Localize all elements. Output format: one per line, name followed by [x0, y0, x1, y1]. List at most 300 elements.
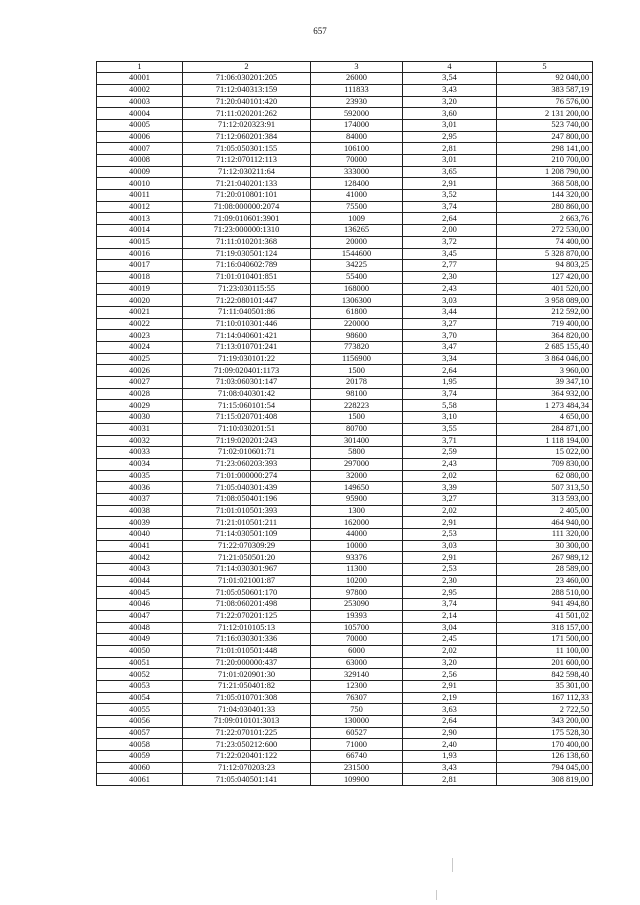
- value-cell: 74 400,00: [497, 236, 593, 248]
- coefficient-cell: 3,27: [403, 493, 497, 505]
- cadastral-number-cell: 71:12:060201:384: [183, 131, 311, 143]
- cadastral-number-cell: 71:13:010701:241: [183, 342, 311, 354]
- area-cell: 109900: [311, 774, 403, 786]
- cadastral-number-cell: 71:01:010501:448: [183, 645, 311, 657]
- value-cell: 127 420,00: [497, 271, 593, 283]
- row-id-cell: 40026: [97, 365, 183, 377]
- row-id-cell: 40014: [97, 225, 183, 237]
- cadastral-number-cell: 71:08:040301:42: [183, 388, 311, 400]
- table-row: [97, 552, 593, 564]
- cadastral-number-cell: 71:04:030401:33: [183, 704, 311, 716]
- cadastral-number-cell: 71:22:020401:122: [183, 751, 311, 763]
- area-cell: 60527: [311, 727, 403, 739]
- row-id-cell: 40060: [97, 762, 183, 774]
- area-cell: 106100: [311, 143, 403, 155]
- value-cell: 92 040,00: [497, 73, 593, 85]
- table-row: [97, 739, 593, 751]
- table-row: [97, 610, 593, 622]
- cadastral-number-cell: 71:12:010105:13: [183, 622, 311, 634]
- coefficient-cell: 3,45: [403, 248, 497, 260]
- row-id-cell: 40057: [97, 727, 183, 739]
- table-row: [97, 178, 593, 190]
- area-cell: 128400: [311, 178, 403, 190]
- area-cell: 95900: [311, 493, 403, 505]
- cadastral-number-cell: 71:01:020901:30: [183, 669, 311, 681]
- header-row: [97, 62, 593, 73]
- cadastral-number-cell: 71:11:020201:262: [183, 108, 311, 120]
- area-cell: 10200: [311, 575, 403, 587]
- cadastral-number-cell: 71:20:040101:420: [183, 96, 311, 108]
- value-cell: 30 300,00: [497, 540, 593, 552]
- value-cell: 794 045,00: [497, 762, 593, 774]
- value-cell: 401 520,00: [497, 283, 593, 295]
- table-row: [97, 400, 593, 412]
- row-id-cell: 40041: [97, 540, 183, 552]
- cadastral-number-cell: 71:20:000000:437: [183, 657, 311, 669]
- coefficient-cell: 3,34: [403, 353, 497, 365]
- area-cell: 20000: [311, 236, 403, 248]
- coefficient-cell: 2,53: [403, 564, 497, 576]
- row-id-cell: 40017: [97, 260, 183, 272]
- row-id-cell: 40020: [97, 295, 183, 307]
- value-cell: 35 301,00: [497, 680, 593, 692]
- row-id-cell: 40022: [97, 318, 183, 330]
- row-id-cell: 40010: [97, 178, 183, 190]
- cadastral-number-cell: 71:15:060101:54: [183, 400, 311, 412]
- table-row: [97, 587, 593, 599]
- cadastral-number-cell: 71:05:040301:439: [183, 482, 311, 494]
- table-row: [97, 96, 593, 108]
- cadastral-number-cell: 71:14:030501:109: [183, 529, 311, 541]
- value-cell: 1 273 484,34: [497, 400, 593, 412]
- area-cell: 228223: [311, 400, 403, 412]
- row-id-cell: 40035: [97, 470, 183, 482]
- row-id-cell: 40023: [97, 330, 183, 342]
- area-cell: 592000: [311, 108, 403, 120]
- row-id-cell: 40058: [97, 739, 183, 751]
- table-header: [97, 62, 593, 73]
- value-cell: 171 500,00: [497, 634, 593, 646]
- coefficient-cell: 3,43: [403, 762, 497, 774]
- row-id-cell: 40009: [97, 166, 183, 178]
- area-cell: 66740: [311, 751, 403, 763]
- coefficient-cell: 3,03: [403, 295, 497, 307]
- coefficient-cell: 3,70: [403, 330, 497, 342]
- area-cell: 136265: [311, 225, 403, 237]
- row-id-cell: 40051: [97, 657, 183, 669]
- cadastral-number-cell: 71:10:010301:446: [183, 318, 311, 330]
- table-row: [97, 447, 593, 459]
- row-id-cell: 40011: [97, 190, 183, 202]
- area-cell: 20178: [311, 377, 403, 389]
- area-cell: 75500: [311, 201, 403, 213]
- area-cell: 329140: [311, 669, 403, 681]
- cadastral-number-cell: 71:16:030301:336: [183, 634, 311, 646]
- table-row: [97, 575, 593, 587]
- value-cell: 62 080,00: [497, 470, 593, 482]
- value-cell: 842 598,40: [497, 669, 593, 681]
- row-id-cell: 40045: [97, 587, 183, 599]
- page-number: 657: [313, 26, 327, 36]
- row-id-cell: 40042: [97, 552, 183, 564]
- cadastral-number-cell: 71:22:070309:29: [183, 540, 311, 552]
- coefficient-cell: 2,81: [403, 143, 497, 155]
- table-row: [97, 248, 593, 260]
- value-cell: 313 593,00: [497, 493, 593, 505]
- header-col-2: 2: [183, 62, 311, 73]
- table-body: [97, 73, 593, 786]
- header-col-5: 5: [497, 62, 593, 73]
- coefficient-cell: 3,71: [403, 435, 497, 447]
- table-row: [97, 517, 593, 529]
- row-id-cell: 40032: [97, 435, 183, 447]
- coefficient-cell: 3,10: [403, 412, 497, 424]
- area-cell: 231500: [311, 762, 403, 774]
- value-cell: 210 700,00: [497, 155, 593, 167]
- coefficient-cell: 2,81: [403, 774, 497, 786]
- cadastral-number-cell: 71:12:030211:64: [183, 166, 311, 178]
- table-row: [97, 108, 593, 120]
- value-cell: 41 501,02: [497, 610, 593, 622]
- table-row: [97, 751, 593, 763]
- row-id-cell: 40055: [97, 704, 183, 716]
- coefficient-cell: 3,47: [403, 342, 497, 354]
- area-cell: 71000: [311, 739, 403, 751]
- cadastral-number-cell: 71:08:060201:498: [183, 599, 311, 611]
- coefficient-cell: 3,72: [403, 236, 497, 248]
- table-row: [97, 388, 593, 400]
- row-id-cell: 40016: [97, 248, 183, 260]
- coefficient-cell: 2,40: [403, 739, 497, 751]
- value-cell: 23 460,00: [497, 575, 593, 587]
- coefficient-cell: 3,27: [403, 318, 497, 330]
- table-row: [97, 493, 593, 505]
- value-cell: 1 208 790,00: [497, 166, 593, 178]
- cadastral-number-cell: 71:01:010501:393: [183, 505, 311, 517]
- row-id-cell: 40038: [97, 505, 183, 517]
- area-cell: 19393: [311, 610, 403, 622]
- cadastral-number-cell: 71:09:010601:3901: [183, 213, 311, 225]
- coefficient-cell: 3,65: [403, 166, 497, 178]
- cadastral-number-cell: 71:23:000000:1310: [183, 225, 311, 237]
- row-id-cell: 40025: [97, 353, 183, 365]
- area-cell: 61800: [311, 306, 403, 318]
- coefficient-cell: 2,00: [403, 225, 497, 237]
- row-id-cell: 40008: [97, 155, 183, 167]
- area-cell: 44000: [311, 529, 403, 541]
- cadastral-number-cell: 71:19:030101:22: [183, 353, 311, 365]
- table-row: [97, 657, 593, 669]
- area-cell: 97800: [311, 587, 403, 599]
- cadastral-number-cell: 71:14:040601:421: [183, 330, 311, 342]
- coefficient-cell: 3,01: [403, 119, 497, 131]
- table-row: [97, 225, 593, 237]
- cadastral-number-cell: 71:21:010501:211: [183, 517, 311, 529]
- coefficient-cell: 2,30: [403, 271, 497, 283]
- coefficient-cell: 2,91: [403, 680, 497, 692]
- row-id-cell: 40047: [97, 610, 183, 622]
- row-id-cell: 40049: [97, 634, 183, 646]
- table-row: [97, 458, 593, 470]
- table-row: [97, 692, 593, 704]
- area-cell: 41000: [311, 190, 403, 202]
- table-row: [97, 143, 593, 155]
- area-cell: 149650: [311, 482, 403, 494]
- value-cell: 94 803,25: [497, 260, 593, 272]
- cadastral-number-cell: 71:05:050301:155: [183, 143, 311, 155]
- table-row: [97, 762, 593, 774]
- area-cell: 70000: [311, 155, 403, 167]
- value-cell: 4 650,00: [497, 412, 593, 424]
- area-cell: 63000: [311, 657, 403, 669]
- row-id-cell: 40034: [97, 458, 183, 470]
- row-id-cell: 40001: [97, 73, 183, 85]
- table-row: [97, 201, 593, 213]
- value-cell: 2 663,76: [497, 213, 593, 225]
- table-row: [97, 190, 593, 202]
- table-row: [97, 727, 593, 739]
- cadastral-number-cell: 71:09:020401:1173: [183, 365, 311, 377]
- table-row: [97, 482, 593, 494]
- value-cell: 5 328 870,00: [497, 248, 593, 260]
- coefficient-cell: 2,43: [403, 458, 497, 470]
- table-row: [97, 166, 593, 178]
- row-id-cell: 40037: [97, 493, 183, 505]
- coefficient-cell: 2,02: [403, 645, 497, 657]
- cadastral-number-cell: 71:23:060203:393: [183, 458, 311, 470]
- table-row: [97, 365, 593, 377]
- cadastral-number-cell: 71:05:010701:308: [183, 692, 311, 704]
- coefficient-cell: 3,60: [403, 108, 497, 120]
- row-id-cell: 40004: [97, 108, 183, 120]
- area-cell: 1500: [311, 365, 403, 377]
- cadastral-number-cell: 71:23:050212:600: [183, 739, 311, 751]
- value-cell: 144 320,00: [497, 190, 593, 202]
- cadastral-number-cell: 71:03:060301:147: [183, 377, 311, 389]
- area-cell: 23930: [311, 96, 403, 108]
- value-cell: 343 200,00: [497, 716, 593, 728]
- table-row: [97, 260, 593, 272]
- area-cell: 84000: [311, 131, 403, 143]
- value-cell: 201 600,00: [497, 657, 593, 669]
- table-row: [97, 622, 593, 634]
- cadastral-number-cell: 71:01:000000:274: [183, 470, 311, 482]
- value-cell: 11 100,00: [497, 645, 593, 657]
- coefficient-cell: 1,93: [403, 751, 497, 763]
- area-cell: 98100: [311, 388, 403, 400]
- table-row: [97, 634, 593, 646]
- coefficient-cell: 3,54: [403, 73, 497, 85]
- value-cell: 298 141,00: [497, 143, 593, 155]
- row-id-cell: 40013: [97, 213, 183, 225]
- cadastral-number-cell: 71:12:040313:159: [183, 84, 311, 96]
- row-id-cell: 40006: [97, 131, 183, 143]
- value-cell: 267 989,12: [497, 552, 593, 564]
- row-id-cell: 40019: [97, 283, 183, 295]
- area-cell: 1009: [311, 213, 403, 225]
- table-row: [97, 119, 593, 131]
- value-cell: 76 576,00: [497, 96, 593, 108]
- value-cell: 1 118 194,00: [497, 435, 593, 447]
- area-cell: 76307: [311, 692, 403, 704]
- row-id-cell: 40061: [97, 774, 183, 786]
- table-row: [97, 645, 593, 657]
- table-row: [97, 680, 593, 692]
- value-cell: 28 589,00: [497, 564, 593, 576]
- row-id-cell: 40033: [97, 447, 183, 459]
- coefficient-cell: 2,90: [403, 727, 497, 739]
- value-cell: 3 960,00: [497, 365, 593, 377]
- area-cell: 1500: [311, 412, 403, 424]
- coefficient-cell: 2,43: [403, 283, 497, 295]
- row-id-cell: 40048: [97, 622, 183, 634]
- coefficient-cell: 2,95: [403, 587, 497, 599]
- table-row: [97, 529, 593, 541]
- row-id-cell: 40036: [97, 482, 183, 494]
- value-cell: 2 685 155,40: [497, 342, 593, 354]
- cadastral-number-cell: 71:19:030501:124: [183, 248, 311, 260]
- row-id-cell: 40012: [97, 201, 183, 213]
- cadastral-number-cell: 71:22:080101:447: [183, 295, 311, 307]
- area-cell: 105700: [311, 622, 403, 634]
- table-row: [97, 564, 593, 576]
- area-cell: 130000: [311, 716, 403, 728]
- value-cell: 3 864 046,00: [497, 353, 593, 365]
- value-cell: 709 830,00: [497, 458, 593, 470]
- coefficient-cell: 2,59: [403, 447, 497, 459]
- value-cell: 464 940,00: [497, 517, 593, 529]
- row-id-cell: 40002: [97, 84, 183, 96]
- cadastral-number-cell: 71:12:020323:91: [183, 119, 311, 131]
- value-cell: 308 819,00: [497, 774, 593, 786]
- area-cell: 297000: [311, 458, 403, 470]
- row-id-cell: 40039: [97, 517, 183, 529]
- cadastral-number-cell: 71:23:030115:55: [183, 283, 311, 295]
- area-cell: 253090: [311, 599, 403, 611]
- cadastral-number-cell: 71:01:021001:87: [183, 575, 311, 587]
- header-col-3: 3: [311, 62, 403, 73]
- value-cell: 368 508,00: [497, 178, 593, 190]
- row-id-cell: 40018: [97, 271, 183, 283]
- table-row: [97, 131, 593, 143]
- coefficient-cell: 3,74: [403, 599, 497, 611]
- value-cell: 212 592,00: [497, 306, 593, 318]
- coefficient-cell: 3,39: [403, 482, 497, 494]
- cadastral-number-cell: 71:11:040501:86: [183, 306, 311, 318]
- value-cell: 272 530,00: [497, 225, 593, 237]
- cadastral-number-cell: 71:06:030201:205: [183, 73, 311, 85]
- cadastral-number-cell: 71:10:030201:51: [183, 423, 311, 435]
- table-row: [97, 84, 593, 96]
- coefficient-cell: 3,01: [403, 155, 497, 167]
- value-cell: 15 022,00: [497, 447, 593, 459]
- coefficient-cell: 3,03: [403, 540, 497, 552]
- area-cell: 5800: [311, 447, 403, 459]
- table-row: [97, 716, 593, 728]
- table-row: [97, 599, 593, 611]
- table-row: [97, 435, 593, 447]
- table-row: [97, 470, 593, 482]
- cadastral-number-cell: 71:15:020701:408: [183, 412, 311, 424]
- cadastral-number-cell: 71:11:010201:368: [183, 236, 311, 248]
- row-id-cell: 40044: [97, 575, 183, 587]
- row-id-cell: 40043: [97, 564, 183, 576]
- value-cell: 167 112,33: [497, 692, 593, 704]
- area-cell: 10000: [311, 540, 403, 552]
- table-row: [97, 236, 593, 248]
- area-cell: 26000: [311, 73, 403, 85]
- coefficient-cell: 2,95: [403, 131, 497, 143]
- coefficient-cell: 3,20: [403, 96, 497, 108]
- table-row: [97, 540, 593, 552]
- value-cell: 3 958 089,00: [497, 295, 593, 307]
- area-cell: 11300: [311, 564, 403, 576]
- coefficient-cell: 3,52: [403, 190, 497, 202]
- value-cell: 39 347,10: [497, 377, 593, 389]
- cadastral-number-cell: 71:09:010101:3013: [183, 716, 311, 728]
- area-cell: 6000: [311, 645, 403, 657]
- header-col-1: 1: [97, 62, 183, 73]
- area-cell: 1306300: [311, 295, 403, 307]
- coefficient-cell: 2,53: [403, 529, 497, 541]
- coefficient-cell: 2,64: [403, 365, 497, 377]
- value-cell: 175 528,30: [497, 727, 593, 739]
- row-id-cell: 40046: [97, 599, 183, 611]
- area-cell: 34225: [311, 260, 403, 272]
- table-row: [97, 330, 593, 342]
- coefficient-cell: 3,43: [403, 84, 497, 96]
- table-row: [97, 295, 593, 307]
- area-cell: 111833: [311, 84, 403, 96]
- row-id-cell: 40029: [97, 400, 183, 412]
- row-id-cell: 40024: [97, 342, 183, 354]
- coefficient-cell: 3,74: [403, 388, 497, 400]
- value-cell: 941 494,80: [497, 599, 593, 611]
- row-id-cell: 40027: [97, 377, 183, 389]
- coefficient-cell: 2,91: [403, 552, 497, 564]
- table-row: [97, 271, 593, 283]
- coefficient-cell: 2,64: [403, 716, 497, 728]
- area-cell: 174000: [311, 119, 403, 131]
- value-cell: 364 932,00: [497, 388, 593, 400]
- scan-artifact-line: [452, 858, 453, 872]
- row-id-cell: 40059: [97, 751, 183, 763]
- cadastral-number-cell: 71:21:050401:82: [183, 680, 311, 692]
- row-id-cell: 40015: [97, 236, 183, 248]
- area-cell: 1156900: [311, 353, 403, 365]
- coefficient-cell: 2,91: [403, 517, 497, 529]
- value-cell: 284 871,00: [497, 423, 593, 435]
- table-row: [97, 505, 593, 517]
- cadastral-number-cell: 71:20:010801:101: [183, 190, 311, 202]
- coefficient-cell: 1,95: [403, 377, 497, 389]
- table-row: [97, 318, 593, 330]
- cadastral-number-cell: 71:05:050601:170: [183, 587, 311, 599]
- row-id-cell: 40031: [97, 423, 183, 435]
- value-cell: 383 587,19: [497, 84, 593, 96]
- row-id-cell: 40052: [97, 669, 183, 681]
- table-row: [97, 283, 593, 295]
- area-cell: 1300: [311, 505, 403, 517]
- coefficient-cell: 2,64: [403, 213, 497, 225]
- table-row: [97, 213, 593, 225]
- area-cell: 168000: [311, 283, 403, 295]
- coefficient-cell: 5,58: [403, 400, 497, 412]
- cadastral-number-cell: 71:01:010401:851: [183, 271, 311, 283]
- coefficient-cell: 2,77: [403, 260, 497, 272]
- row-id-cell: 40056: [97, 716, 183, 728]
- table-row: [97, 155, 593, 167]
